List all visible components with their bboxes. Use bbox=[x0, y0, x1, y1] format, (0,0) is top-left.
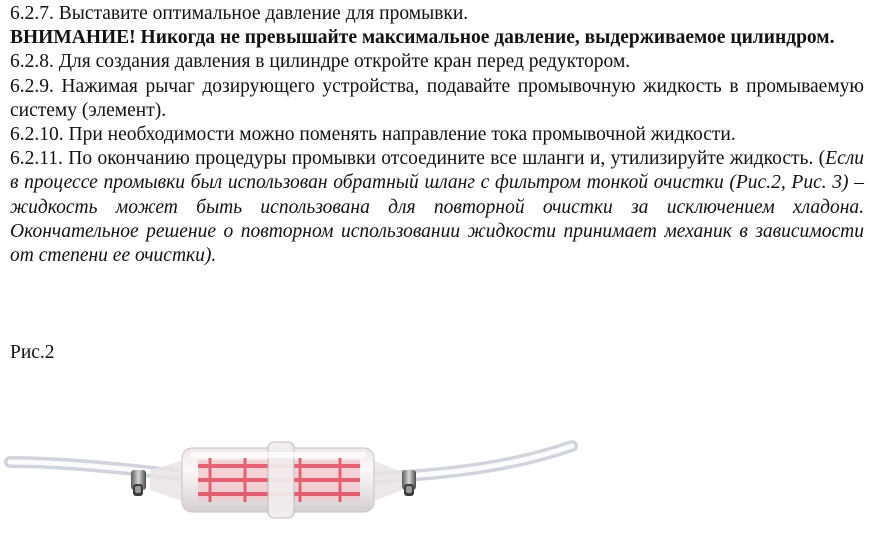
warning-paragraph: ВНИМАНИЕ! Никогда не превышайте максимальное давление, выдерживаемое цилиндром. bbox=[10, 27, 835, 49]
step-6-2-8: 6.2.8. Для создания давления в цилиндре откройте кран перед редуктором. bbox=[10, 51, 631, 73]
right-hose-clamp bbox=[402, 470, 416, 496]
filter-hose-figure bbox=[0, 420, 885, 552]
left-hose-clamp bbox=[131, 470, 146, 496]
filter-hose-illustration bbox=[0, 420, 885, 552]
step-6-2-11 bbox=[10, 147, 864, 268]
figure-caption: Рис.2 bbox=[10, 342, 55, 363]
step-6-2-11-text: 6.2.11. По окончанию процедуры промывки отсоедините все шланги и, утилизируйте жидкость. ( bbox=[10, 148, 826, 170]
step-6-2-9: 6.2.9. Нажимая рычаг дозирующего устройства, подавайте промывочную жидкость в промываемую систему (элемент). bbox=[10, 75, 864, 121]
step-6-2-11-italic-note: Если в процессе промывки был использован обратный шланг с фильтром тонкой очистки (Рис.2, Рис. 3) – жидкость может быть использована для повторной очистки за исключением хладона. Окончательное решение о повторном использовании жидкости принимает механик в зависимости от степени ее очистки). bbox=[10, 148, 864, 267]
step-6-2-7: 6.2.7. Выставите оптимальное давление для промывки. bbox=[10, 3, 469, 24]
step-6-2-10: 6.2.10. При необходимости можно поменять направление тока промывочной жидкости. bbox=[10, 124, 736, 146]
document-body bbox=[10, 2, 864, 268]
filter-body bbox=[150, 442, 402, 518]
